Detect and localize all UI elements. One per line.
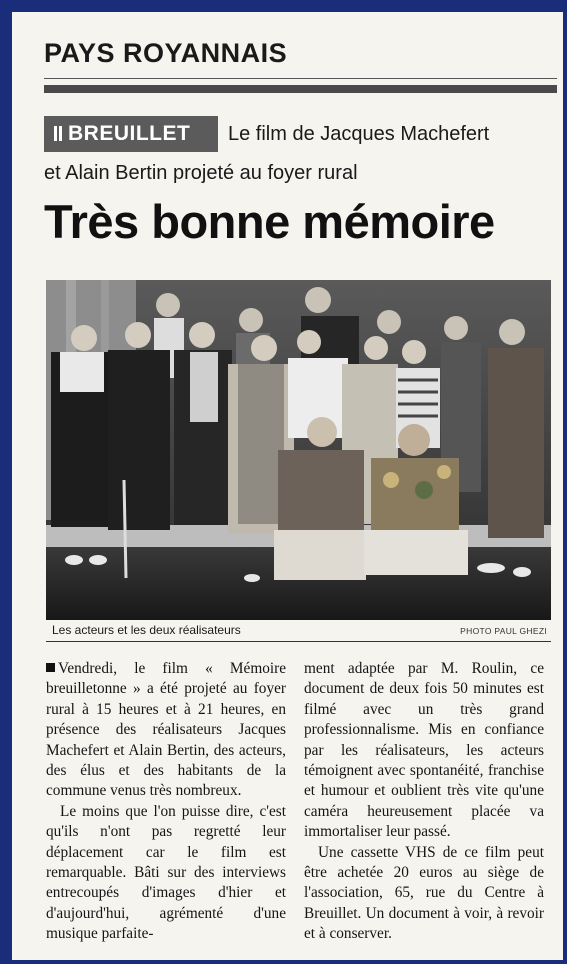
location-tag (44, 116, 218, 152)
tag-marker-icon (59, 126, 62, 141)
headline: Très bonne mémoire (44, 195, 495, 248)
article-column-right (304, 659, 544, 945)
group-photo-illustration (46, 280, 551, 620)
group-photo (46, 280, 551, 620)
article-paragraph: Le moins que l'on puisse dire, c'est qu'ils n'ont pas regretté leur déplacement car le film est remarquable. Bâti sur des interviews entrecoupés d'images d'hier et d'aujourd'hui, agrémenté d'une musique parfaite- (46, 802, 286, 943)
article-paragraph: ment adaptée par M. Roulin, ce document de deux fois 50 minutes est filmé avec un très grand professionnalisme. Mis en confiance par les réalisateurs, les acteurs témoignent avec spontanéité, franchise et humour et oublient très vite qu'une caméra heureusement placée va immortaliser leur passé. (304, 660, 544, 841)
tag-marker-icon (54, 126, 57, 141)
page-frame (4, 4, 563, 960)
paragraph-text: Vendredi, le film « Mémoire breuilletonne » a été projeté au foyer rural à 15 heures et à 21 heures, en présence des réalisateurs Jacques Machefert et Alain Bertin, des acteurs, des élus et des habitants de la commune venus très nombreux. (46, 660, 286, 800)
photo-credit: PHOTO PAUL GHEZI (460, 626, 547, 636)
section-title: PAYS ROYANNAIS (44, 38, 288, 68)
newspaper-clipping (12, 12, 563, 960)
article-column-left (46, 659, 286, 945)
paragraph-marker-icon (46, 663, 55, 672)
section-rule (44, 78, 557, 79)
caption-rule (46, 641, 551, 642)
article-paragraph (46, 659, 286, 802)
photo-caption: Les acteurs et les deux réalisateurs (52, 623, 241, 637)
article-paragraph: Une cassette VHS de ce film peut être achetée 20 euros au siège de l'association, 65, rue du Centre à Breuillet. Un document à voir, à revoir et à conserver. (304, 843, 544, 943)
kicker-line-1: Le film de Jacques Machefert (228, 123, 490, 145)
tag-label: BREUILLET (68, 122, 191, 145)
kicker-line-2: et Alain Bertin projeté au foyer rural (44, 162, 358, 184)
section-bar (44, 85, 557, 93)
